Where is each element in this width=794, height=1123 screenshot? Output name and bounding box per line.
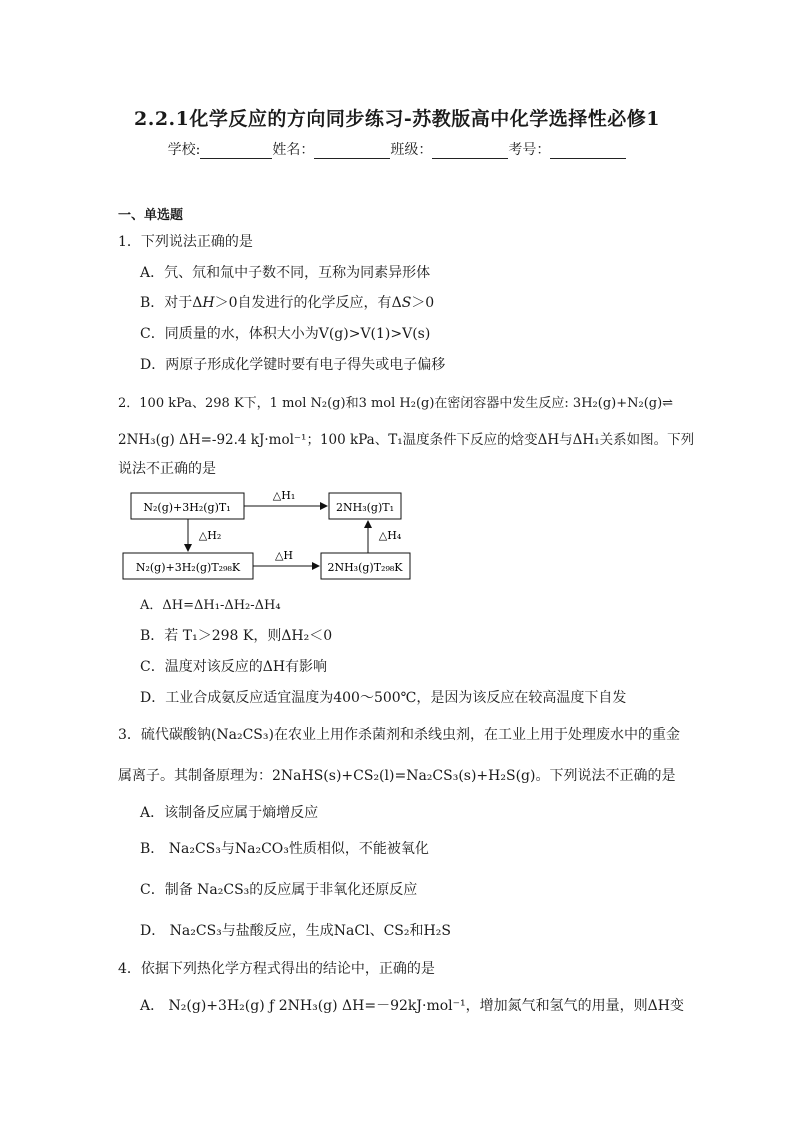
- box-bl-text: N₂(g)+3H₂(g)T₂₉₈K: [135, 561, 241, 574]
- student-info-line: [0, 139, 794, 159]
- section-heading: 一、单选题: [118, 208, 184, 223]
- box-br-text: 2NH₃(g)T₂₉₈K: [327, 561, 403, 574]
- q3-line2: 属离子。其制备原理为：2NaHS(s)+CS₂(l)=Na₂CS₃(s)+H₂S(g)。下列说法不正确的是: [118, 768, 676, 784]
- label-dh2: △H₂: [198, 529, 222, 542]
- q3-option-c: C．制备 Na₂CS₃的反应属于非氧化还原反应: [140, 882, 418, 898]
- q2-option-d: D．工业合成氨反应适宜温度为400～500℃，是因为该反应在较高温度下自发: [140, 690, 627, 706]
- q1-option-d: D．两原子形成化学键时要有电子得失或电子偏移: [140, 357, 446, 373]
- q3-option-b: B． Na₂CS₃与Na₂CO₃性质相似，不能被氧化: [140, 841, 429, 857]
- class-field[interactable]: [432, 144, 508, 159]
- q2-line3: 说法不正确的是: [118, 461, 216, 477]
- page-title: 2.2.1化学反应的方向同步练习-苏教版高中化学选择性必修1: [134, 108, 660, 130]
- label-dh: △H: [274, 549, 294, 562]
- label-dh4: △H₄: [378, 529, 402, 542]
- q2-option-b: B．若 T₁＞298 K，则ΔH₂＜0: [140, 628, 333, 644]
- number-field[interactable]: [550, 144, 626, 159]
- q3-line1: 3．硫代碳酸钠(Na₂CS₃)在农业上用作杀菌剂和杀线虫剂，在工业上用于处理废水中的重金: [118, 727, 680, 743]
- q1-option-b-suffix: ＞0: [411, 295, 435, 311]
- q1-option-b-middle: ＞0自发进行的化学反应，有: [214, 295, 392, 311]
- q1-option-b: [140, 292, 434, 312]
- q1-option-c: C．同质量的水，体积大小为V(g)>V(1)>V(s): [140, 326, 431, 342]
- school-field[interactable]: [200, 144, 272, 159]
- q2-line2: 2NH₃(g) ΔH=-92.4 kJ·mol⁻¹；100 kPa、T₁温度条件下反应的焓变ΔH与ΔH₁关系如图。下列: [118, 432, 695, 448]
- q1-option-a: A．氕、氘和氚中子数不同，互称为同素异形体: [140, 265, 431, 281]
- school-label: 学校:: [167, 142, 201, 158]
- delta-s-symbol: ΔS: [391, 295, 412, 311]
- q2-line1: 2．100 kPa、298 K下，1 mol N₂(g)和3 mol H₂(g)在密闭容器中发生反应: 3H₂(g)+N₂(g)⇌: [118, 396, 674, 411]
- enthalpy-cycle-diagram: [118, 485, 418, 585]
- delta-h-symbol: ΔH: [192, 295, 215, 311]
- q2-option-c: C．温度对该反应的ΔH有影响: [140, 659, 328, 675]
- box-tr-text: 2NH₃(g)T₁: [336, 501, 394, 514]
- q3-option-a: A．该制备反应属于熵增反应: [140, 805, 319, 821]
- q4-option-a: A． N₂(g)+3H₂(g) ƒ 2NH₃(g) ΔH=－92kJ·mol⁻¹，增加氮气和氢气的用量，则ΔH变: [140, 998, 684, 1014]
- q1-stem: 1．下列说法正确的是: [118, 234, 253, 250]
- name-label: 姓名：: [272, 142, 315, 158]
- q3-option-d: D． Na₂CS₃与盐酸反应，生成NaCl、CS₂和H₂S: [140, 923, 451, 939]
- class-label: 班级：: [390, 142, 433, 158]
- label-dh1: △H₁: [272, 489, 296, 502]
- q2-option-a: A．ΔH=ΔH₁-ΔH₂-ΔH₄: [140, 598, 281, 613]
- q4-stem: 4．依据下列热化学方程式得出的结论中，正确的是: [118, 961, 435, 977]
- q1-option-b-prefix: B．对于: [140, 295, 193, 311]
- name-field[interactable]: [314, 144, 390, 159]
- box-tl-text: N₂(g)+3H₂(g)T₁: [143, 501, 231, 514]
- number-label: 考号：: [508, 142, 551, 158]
